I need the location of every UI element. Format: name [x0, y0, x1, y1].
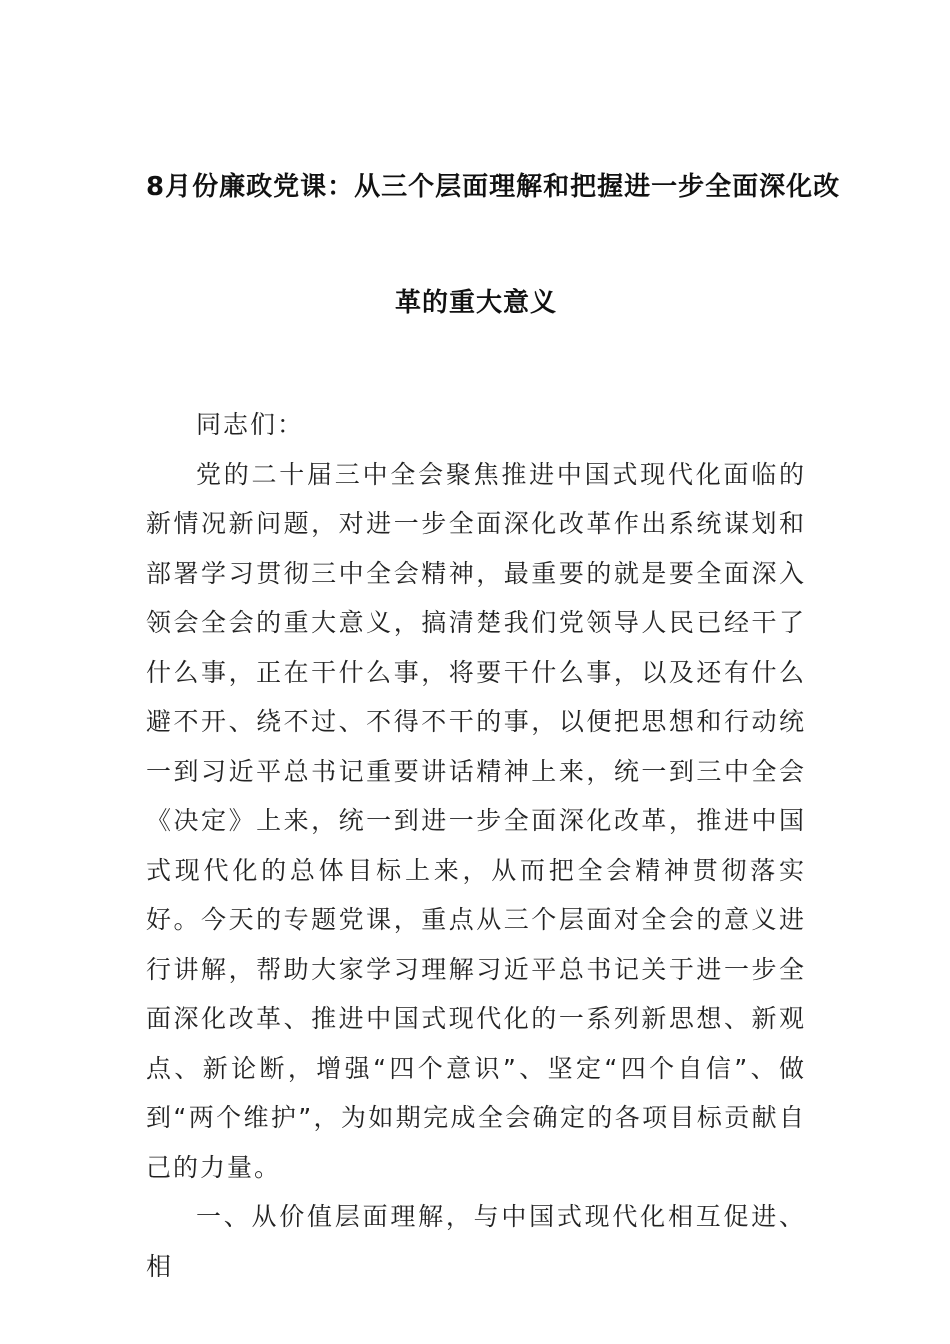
paragraph-intro: 党的二十届三中全会聚焦推进中国式现代化面临的新情况新问题，对进一步全面深化改革作出系统谋划和部署学习贯彻三中全会精神，最重要的就是要全面深入领会全会的重大意义，搞清楚我们党领导人民已经干了什么事，正在干什么事，将要干什么事，以及还有什么避不开、绕不过、不得不干的事，以便把思想和行动统一到习近平总书记重要讲话精神上来，统一到三中全会《决定》上来，统一到进一步全面深化改革，推进中国式现代化的总体目标上来，从而把全会精神贯彻落实好。今天的专题党课，重点从三个层面对全会的意义进行讲解，帮助大家学习理解习近平总书记关于进一步全面深化改革、推进中国式现代化的一系列新思想、新观点、新论断，增强“四个意识”、坚定“四个自信”、做到“两个维护”，为如期完成全会确定的各项目标贡献自己的力量。 — [146, 459, 806, 1182]
document-body — [146, 400, 806, 1291]
document-title-line-2: 革的重大意义 — [394, 288, 557, 318]
salutation: 同志们： — [196, 410, 305, 439]
document-title-line-1: 8月份廉政党课：从三个层面理解和把握进一步全面深化改 — [146, 172, 841, 202]
section-heading-1: 一、从价值层面理解，与中国式现代化相互促进、相 — [146, 1202, 806, 1281]
